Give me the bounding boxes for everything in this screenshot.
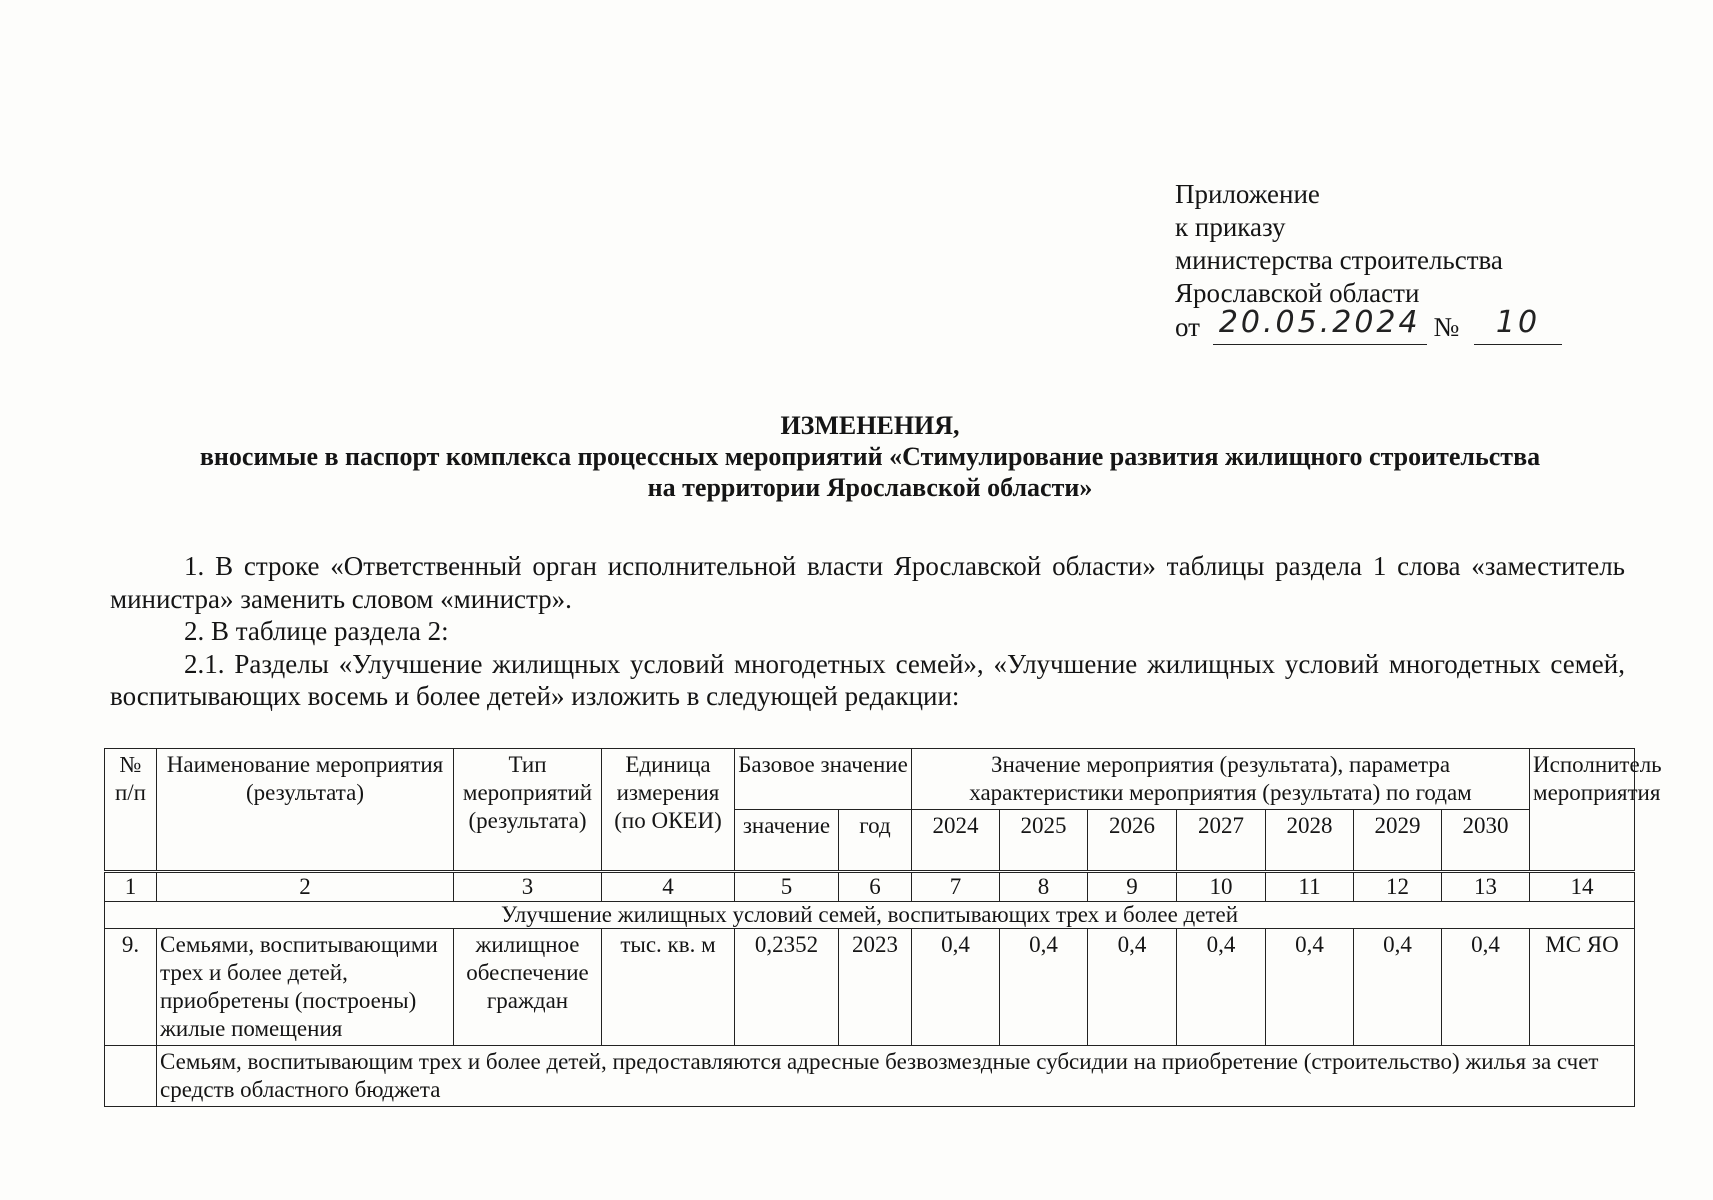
row-value: 0,4: [912, 929, 1000, 1046]
row-num: 9.: [105, 929, 157, 1046]
section-title-row: [105, 902, 1635, 929]
header-year: 2028: [1266, 810, 1354, 872]
column-number: 13: [1442, 872, 1530, 902]
heading-subtitle-2: на территории Ярославской области»: [647, 473, 1093, 502]
row-note: Семьям, воспитывающим трех и более детей, предоставляются адресные безвозмездные субсидии на приобретение (строительство) жилья за счет средств областного бюджета: [157, 1046, 1635, 1107]
header-year: 2025: [1000, 810, 1088, 872]
column-number: 3: [454, 872, 602, 902]
column-number: 12: [1354, 872, 1442, 902]
column-number: 4: [602, 872, 735, 902]
appendix-date-line: [1175, 305, 1562, 345]
appendix-block: [1175, 178, 1562, 345]
header-row-1: [105, 749, 1635, 810]
header-year: 2024: [912, 810, 1000, 872]
row-unit: тыс. кв. м: [602, 929, 735, 1046]
column-number: 9: [1088, 872, 1177, 902]
body-text: [110, 550, 1625, 713]
row-value: 0,4: [1088, 929, 1177, 1046]
header-values-group: Значение мероприятия (результата), параметра характеристики мероприятия (результата) по годам: [912, 749, 1530, 810]
column-number-row: [105, 872, 1635, 902]
from-label: от: [1175, 312, 1200, 342]
column-number: 7: [912, 872, 1000, 902]
handwritten-number: 10: [1495, 305, 1541, 340]
header-year: 2030: [1442, 810, 1530, 872]
date-field: [1213, 305, 1427, 345]
row-base-year: 2023: [839, 929, 912, 1046]
appendix-line: Ярославской области: [1175, 278, 1420, 308]
number-field: [1474, 305, 1562, 345]
table-row: [105, 929, 1635, 1046]
row-type: жилищное обеспечение граждан: [454, 929, 602, 1046]
heading-title: ИЗМЕНЕНИЯ,: [780, 411, 960, 440]
row-executor: МС ЯО: [1530, 929, 1635, 1046]
paragraph-3: 2.1. Разделы «Улучшение жилищных условий многодетных семей», «Улучшение жилищных условий многодетных семей, воспитывающих восемь и более детей» изложить в следующей редакции:: [110, 648, 1625, 711]
column-number: 11: [1266, 872, 1354, 902]
column-number: 14: [1530, 872, 1635, 902]
row-value: 0,4: [1177, 929, 1266, 1046]
column-number: 2: [157, 872, 454, 902]
header-num: № п/п: [105, 749, 157, 872]
header-type: Тип мероприятий (результата): [454, 749, 602, 872]
header-year: 2029: [1354, 810, 1442, 872]
header-base-year: год: [839, 810, 912, 872]
appendix-line: к приказу: [1175, 212, 1286, 242]
column-number: 1: [105, 872, 157, 902]
header-year: 2026: [1088, 810, 1177, 872]
document-heading: [110, 410, 1630, 503]
row-name: Семьями, воспитывающими трех и более детей, приобретены (построены) жилые помещения: [157, 929, 454, 1046]
handwritten-date: 20.05.2024: [1218, 305, 1421, 340]
row-value: 0,4: [1000, 929, 1088, 1046]
header-unit: Единица измерения (по ОКЕИ): [602, 749, 735, 872]
header-year: 2027: [1177, 810, 1266, 872]
note-row: [105, 1046, 1635, 1107]
number-label: №: [1433, 312, 1460, 342]
paragraph-1: 1. В строке «Ответственный орган исполнительной власти Ярославской области» таблицы раздела 1 слова «заместитель министра» заменить словом «министр».: [110, 551, 1625, 614]
row-value: 0,4: [1354, 929, 1442, 1046]
column-number: 8: [1000, 872, 1088, 902]
appendix-line: Приложение: [1175, 179, 1320, 209]
header-executor: Исполнитель мероприятия: [1530, 749, 1635, 872]
row-value: 0,4: [1266, 929, 1354, 1046]
paragraph-2: 2. В таблице раздела 2:: [184, 616, 449, 646]
changes-table: [104, 748, 1662, 1107]
row-value: 0,4: [1442, 929, 1530, 1046]
header-name: Наименование мероприятия (результата): [157, 749, 454, 872]
heading-subtitle-1: вносимые в паспорт комплекса процессных мероприятий «Стимулирование развития жилищного строительства: [199, 442, 1541, 471]
column-number: 5: [735, 872, 839, 902]
row-base-value: 0,2352: [735, 929, 839, 1046]
section-title: Улучшение жилищных условий семей, воспитывающих трех и более детей: [105, 902, 1635, 929]
column-number: 6: [839, 872, 912, 902]
header-base: Базовое значение: [735, 749, 912, 810]
appendix-line: министерства строительства: [1175, 245, 1503, 275]
column-number: 10: [1177, 872, 1266, 902]
note-num-cell: [105, 1046, 157, 1107]
header-base-value: значение: [735, 810, 839, 872]
